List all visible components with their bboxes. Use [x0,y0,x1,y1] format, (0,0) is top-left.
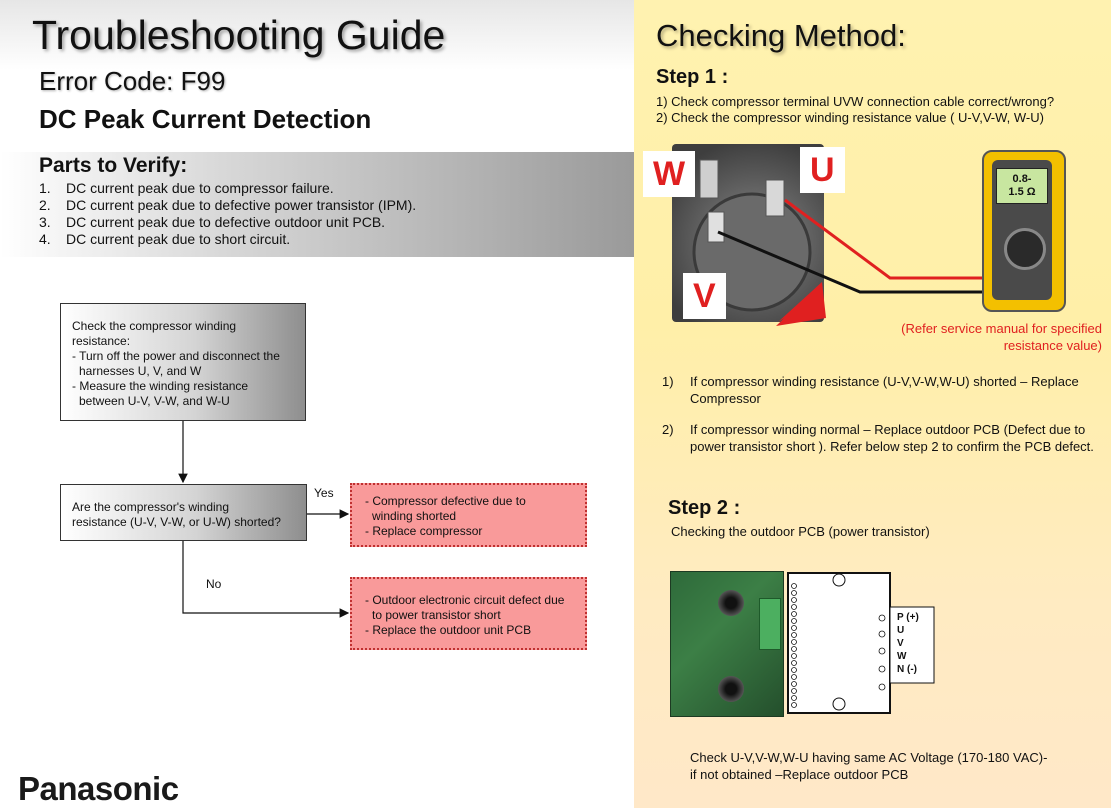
terminal-label-v: V [683,273,726,319]
panasonic-logo: Panasonic [18,770,179,807]
no-label: No [206,577,222,591]
step1-instructions: 1) Check compressor terminal UVW connection cable correct/wrong? 2) Check the compressor winding resistance value ( U-V,V-W, W-U) [656,94,1055,125]
pin-label-n: N (-) [897,664,917,675]
terminal-v-pin [708,212,724,242]
flow-decision-shorted: Are the compressor's winding resistance (U-V, V-W, or U-W) shorted? [60,484,307,541]
parts-item: 4. DC current peak due to short circuit. [39,231,291,247]
page-title: Troubleshooting Guide [32,12,446,58]
flow-result-replace-compressor: - Compressor defective due to winding shorted - Replace compressor [350,483,587,547]
terminal-label-u: U [800,147,845,193]
checking-title: Checking Method: [656,18,906,53]
parts-heading: Parts to Verify: [39,154,188,177]
terminal-w-pin [700,160,718,198]
yes-label: Yes [314,486,334,500]
error-code: Error Code: F99 [39,66,226,96]
parts-item: 1. DC current peak due to compressor failure. [39,180,334,196]
result-item: 2) If compressor winding normal – Replace outdoor PCB (Defect due to power transistor short ). Refer below step 2 to confirm the PCB defect. [662,422,1094,454]
pin-label-p: P (+) [897,612,919,623]
page-subtitle: DC Peak Current Detection [39,104,372,134]
parts-item: 2. DC current peak due to defective power transistor (IPM). [39,197,417,213]
step1-heading: Step 1 : [656,66,729,88]
parts-item: 3. DC current peak due to defective outdoor unit PCB. [39,214,386,230]
terminal-label-w: W [643,151,695,197]
terminal-u-pin [766,180,784,216]
step1-results [662,373,1102,464]
step2-heading: Step 2 : [668,497,741,519]
voltage-check-note: Check U-V,V-W,W-U having same AC Voltage (170-180 VAC)- if not obtained –Replace outdoor PCB [690,750,1048,782]
pcb-connector [759,598,781,650]
step2-description: Checking the outdoor PCB (power transistor) [671,524,930,539]
ipm-diagram [786,570,936,716]
pcb-capacitor-icon [718,676,744,702]
flow-result-replace-pcb: - Outdoor electronic circuit defect due to power transistor short - Replace the outdoor unit PCB [350,577,587,650]
flow-step-check-resistance: Check the compressor winding resistance: - Turn off the power and disconnect the harnesses U, V, and W - Measure the winding resistance between U-V, V-W, and W-U [60,303,306,421]
pin-label-w: W [897,651,907,662]
pin-label-v: V [897,638,904,649]
pin-label-u: U [897,625,905,636]
result-item: 1) If compressor winding resistance (U-V,V-W,W-U) shorted – Replace Compressor [662,374,1079,406]
pcb-capacitor-icon [718,590,744,616]
refer-service-manual-note: (Refer service manual for specified resistance value) [901,321,1102,353]
multimeter-dial-icon [1004,228,1046,270]
multimeter-display: 0.8- 1.5 Ω [996,168,1048,204]
